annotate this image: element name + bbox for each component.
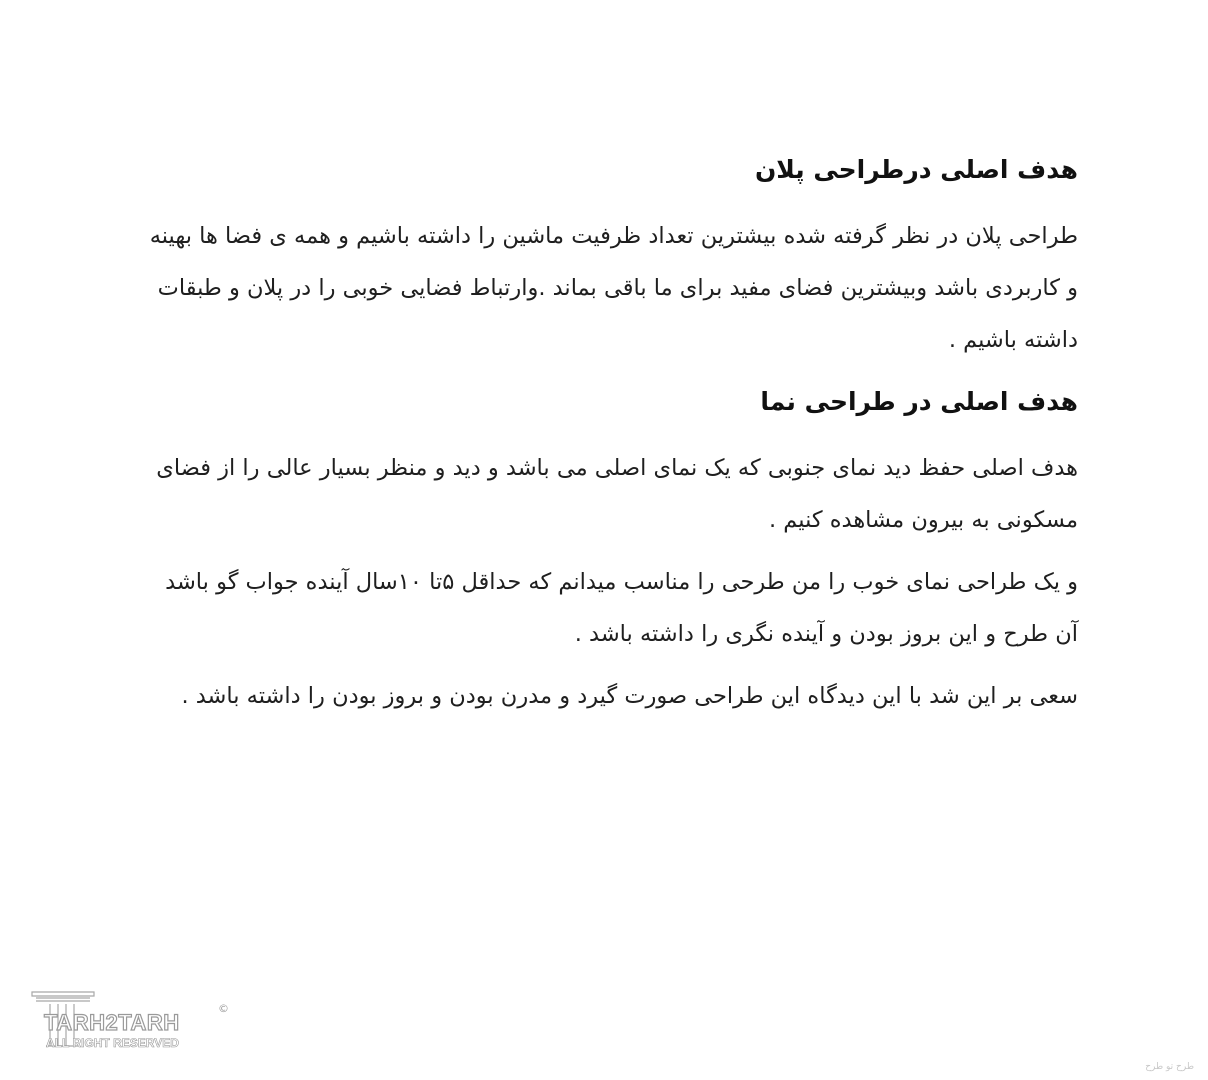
- watermark-brand: TARH2TARH: [44, 1010, 180, 1035]
- document-body: [140, 148, 1078, 722]
- paragraph: و یک طراحی نمای خوب را من طرحی را مناسب میدانم که حداقل ۵تا ۱۰سال آینده جواب گو باشد آن طرح و این بروز بودن و آینده نگری را داشته باشد .: [165, 569, 1078, 647]
- watermark-subtitle: ALL RIGHT RESERVED: [46, 1036, 179, 1050]
- paragraph: طراحی پلان در نظر گرفته شده بیشترین تعداد ظرفیت ماشین را داشته باشیم و همه ی فضا ها بهینه و کاربردی باشد وبیشترین فضای مفید برای ما باقی بماند .وارتباط فضایی خوبی را در پلان و طبقات داشته باشیم .: [149, 223, 1078, 353]
- paragraph: هدف اصلی حفظ دید نمای جنوبی که یک نمای اصلی می باشد و دید و منظر بسیار عالی را از فضای مسکونی به بیرون مشاهده کنیم .: [156, 455, 1078, 533]
- section-plan-design: [140, 148, 1078, 366]
- copyright-icon: ©: [218, 1002, 229, 1015]
- section-heading: هدف اصلی در طراحی نما: [760, 387, 1078, 416]
- section-heading: هدف اصلی درطراحی پلان: [754, 155, 1078, 184]
- corner-watermark: طرح تو طرح: [1145, 1062, 1194, 1072]
- paragraph: سعی بر این شد با این دیدگاه این طراحی صورت گیرد و مدرن بودن و بروز بودن را داشته باشد .: [181, 683, 1078, 709]
- section-facade-design: [140, 380, 1078, 722]
